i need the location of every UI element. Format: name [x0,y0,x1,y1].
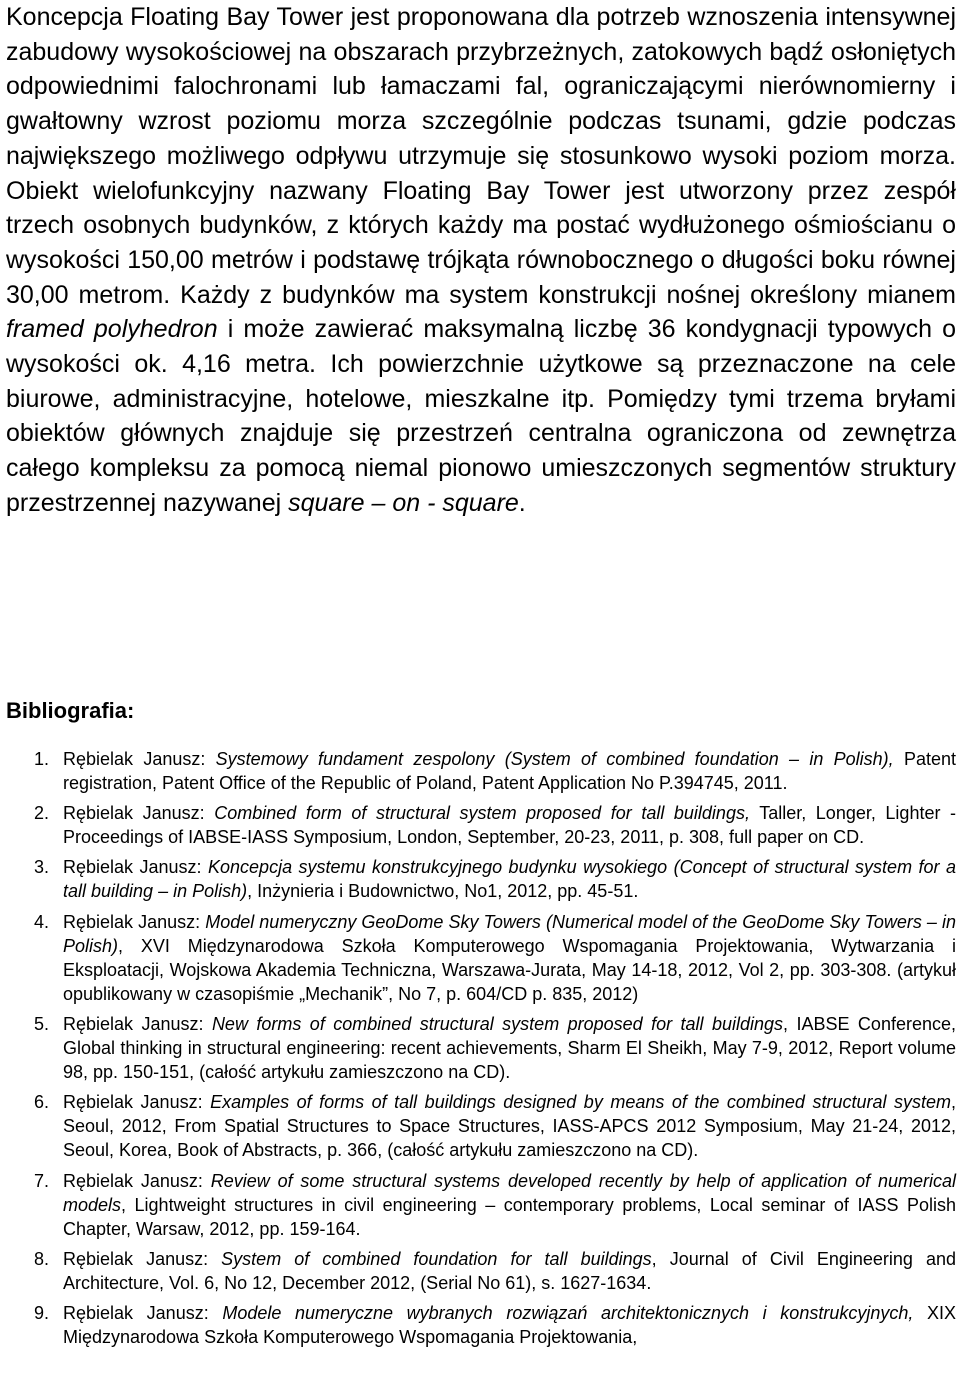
reference-author: Rębielak Janusz: [63,1302,223,1323]
reference-author: Rębielak Janusz: [63,857,209,878]
reference-number: 9. [34,1302,50,1323]
paragraph-text-part-3: . [518,488,526,517]
reference-author: Rębielak Janusz: [63,1013,212,1034]
reference-number: 7. [34,1170,50,1191]
reference-details: , Seoul, 2012, From Spatial Structures to Space Structures, IASS-APCS 2012 Symposium, May 21-24, 2012, Seoul, Korea, Book of Abstracts, p. 366, (całość artykułu zamieszczono na CD). [63,1092,957,1161]
reference-details: XIX Międzynarodowa Szkoła Komputerowego Wspomagania Projektowania, [63,1302,956,1348]
reference-title: New forms of combined structural system proposed for tall buildings [211,1013,784,1034]
reference-number: 5. [34,1013,50,1034]
reference-item [0,855,956,903]
paragraph-emphasis-2: square – on - square [288,488,519,517]
reference-item [0,1090,956,1162]
reference-author: Rębielak Janusz: [63,749,216,769]
reference-title: System of combined foundation for tall buildings [221,1248,652,1269]
reference-details: , IABSE Conference, Global thinking in structural engineering: recent achievements, Sharm El Sheikh, May 7-9, 2012, Report volume 98, pp. 150-151, (całość artykułu zamieszczono na CD). [63,1013,956,1083]
reference-title: Examples of forms of tall buildings designed by means of the combined structural system [210,1092,951,1113]
reference-item [0,801,956,849]
reference-author: Rębielak Janusz: [63,803,215,824]
reference-item [0,1247,956,1295]
reference-details: Taller, Longer, Lighter - Proceedings of IABSE-IASS Symposium, London, September, 20-23, 2011, p. 308, full paper on CD. [63,803,957,848]
reference-number: 1. [34,749,50,769]
reference-title: Model numeryczny GeoDome Sky Towers (Numerical model of the GeoDome Sky Towers – in Polish) [63,911,956,956]
reference-details: , Journal of Civil Engineering and Architecture, Vol. 6, No 12, December 2012, (Serial No 61), s. 1627-1634. [63,1248,957,1293]
paragraph-text-part-2: i może zawierać maksymalną liczbę 36 kondygnacji typowych o wysokości ok. 4,16 metra. Ich powierzchnie użytkowe są przeznaczone na cele biurowe, administracyjne, hotelowe, mieszkalne itp. Pomiędzy tymi trzema bryłami obiektów głównych znajduje się przestrzeń centralna ograniczona od zewnętrza całego kompleksu za pomocą niemal pionowo umieszczonych segmentów struktury przestrzennej nazywanej [6,315,956,517]
reference-item [0,910,956,1006]
reference-item [0,747,956,795]
reference-author: Rębielak Janusz: [63,1170,211,1191]
reference-number: 4. [34,911,50,932]
reference-details: Patent registration, Patent Office of the Republic of Poland, Patent Application No P.394745, 2011. [63,749,957,794]
reference-number: 8. [34,1248,50,1269]
bibliography-heading: Bibliografia: [6,698,135,723]
reference-title: Koncepcja systemu konstrukcyjnego budynku wysokiego (Concept of structural system for a tall building – in Polish) [63,857,957,902]
reference-details: , XVI Międzynarodowa Szkoła Komputerowego Wspomagania Projektowania, Wytwarzania i Eksploatacji, Wojskowa Akademia Techniczna, Warszawa-Jurata, May 14-18, 2012, Vol 2, pp. 303-308. (artykuł opublikowany w czasopiśmie „Mechanik”, No 7, p. 604/CD p. 835, 2012) [63,935,956,1004]
paragraph-text-part-1: Koncepcja Floating Bay Tower jest proponowana dla potrzeb wznoszenia intensywnej zabudowy wysokościowej na obszarach przybrzeżnych, zatokowych bądź osłoniętych odpowiednimi falochronami lub łamaczami fal, ograniczającymi nierównomierny i gwałtowny wzrost poziomu morza szczególnie podczas tsunami, gdzie podczas największego możliwego odpływu utrzymuje się stosunkowo wysoki poziom morza. Obiekt wielofunkcyjny nazwany Floating Bay Tower jest utworzony przez zespół trzech osobnych budynków, z których każdy ma postać wydłużonego ośmiościanu o wysokości 150,00 metrów i podstawę trójkąta równobocznego o długości boku równej 30,00 metrom. Każdy z budynków ma system konstrukcji nośnej określony mianem [6,3,956,309]
reference-details: , Inżynieria i Budownictwo, No1, 2012, pp. 45-51. [247,881,639,902]
reference-details: , Lightweight structures in civil engineering – contemporary problems, Local seminar of IASS Polish Chapter, Warsaw, 2012, pp. 159-164. [63,1194,956,1239]
body-paragraph [6,0,956,521]
reference-item [0,1169,956,1241]
bibliography-list [0,747,956,1355]
reference-item [0,1012,956,1084]
paragraph-emphasis-1: framed polyhedron [6,315,218,344]
reference-title: Systemowy fundament zespolony (System of combined foundation – in Polish), [215,749,894,769]
reference-number: 3. [34,857,50,878]
reference-title: Review of some structural systems developed recently by help of application of numerical models [63,1170,957,1215]
reference-number: 2. [34,803,50,824]
reference-author: Rębielak Janusz: [63,1248,222,1269]
reference-item [0,1301,956,1349]
reference-author: Rębielak Janusz: [63,911,206,932]
reference-author: Rębielak Janusz: [63,1092,211,1113]
reference-title: Modele numeryczne wybranych rozwiązań architektonicznych i konstrukcyjnych, [222,1302,914,1323]
reference-number: 6. [34,1092,50,1113]
reference-title: Combined form of structural system proposed for tall buildings, [214,803,750,824]
